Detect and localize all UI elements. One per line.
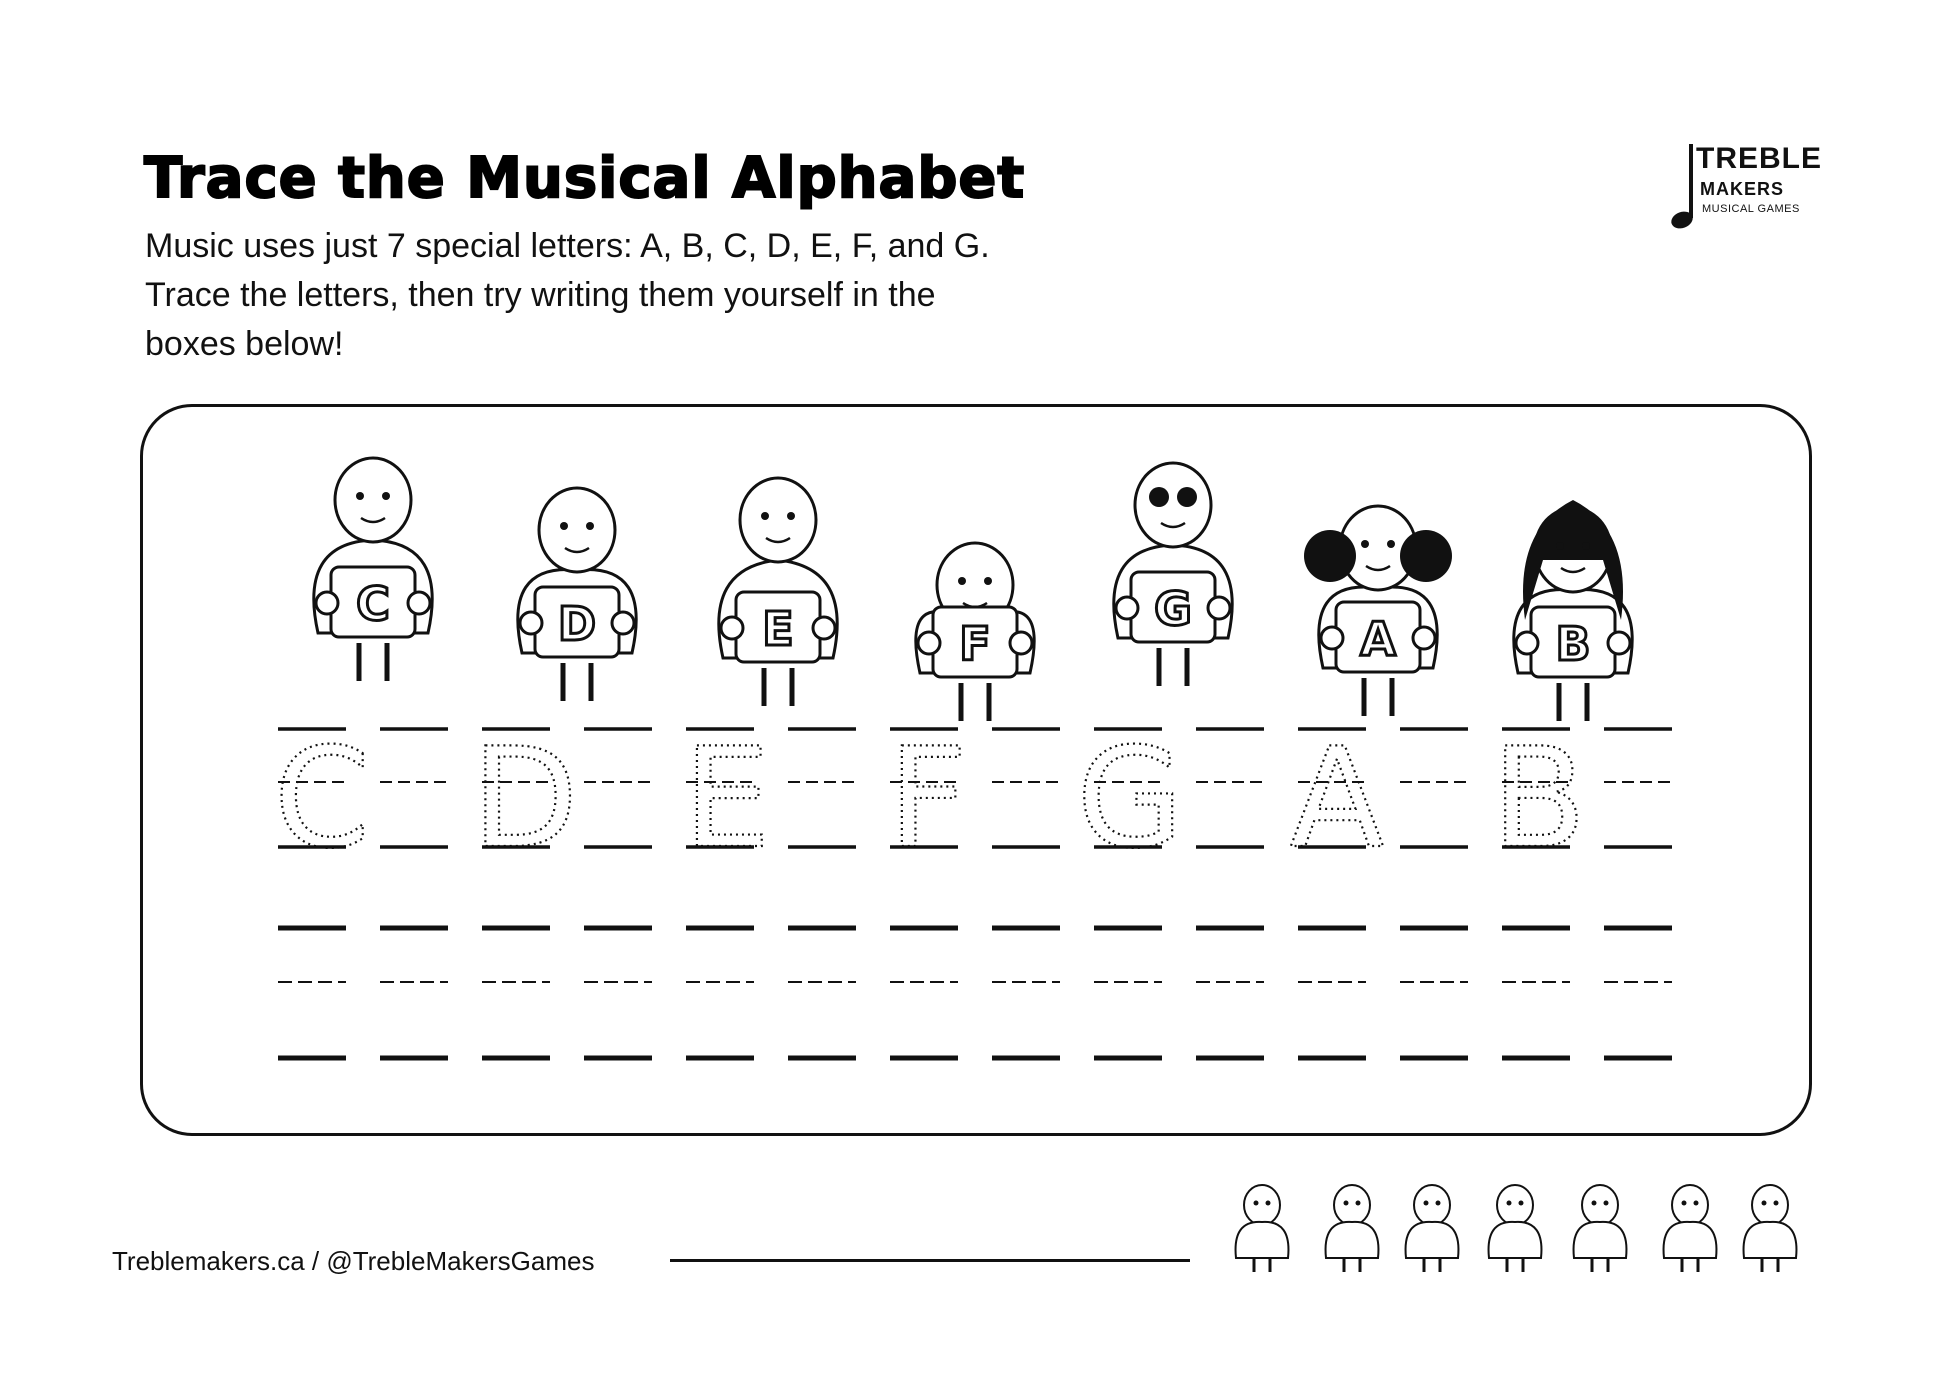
character-d-icon <box>518 488 636 701</box>
sign-letter-a: A <box>1360 612 1396 666</box>
footer-divider <box>670 1259 1190 1262</box>
instruction-line-3: boxes below! <box>145 325 344 363</box>
sign-letter-g: G <box>1154 582 1192 636</box>
instruction-line-2: Trace the letters, then try writing them yourself in the <box>145 276 936 314</box>
trace-letter-f: F <box>888 718 968 879</box>
logo-line-treble: TREBLE <box>1696 142 1822 175</box>
trace-letter-a: A <box>1289 718 1385 879</box>
page-title: Trace the Musical Alphabet <box>144 146 1026 211</box>
sign-letter-e: E <box>762 602 794 656</box>
trace-letter-c: C <box>273 718 371 879</box>
character-a-icon <box>1304 506 1452 716</box>
trace-letter-d: D <box>471 718 579 879</box>
mini-character-e-icon <box>1406 1185 1459 1272</box>
sign-letter-d: D <box>557 597 597 651</box>
sign-letter-b: B <box>1555 617 1591 671</box>
mini-character-f-icon <box>1489 1185 1542 1272</box>
character-g-icon <box>1114 463 1232 686</box>
trace-letter-b: B <box>1491 718 1587 879</box>
mini-character-a-icon <box>1664 1185 1717 1272</box>
mini-character-c-icon <box>1236 1185 1289 1272</box>
mini-character-b-icon <box>1744 1185 1797 1272</box>
logo-line-makers: MAKERS <box>1700 179 1785 199</box>
sign-letter-c: C <box>356 577 390 631</box>
logo-line-musical-games: MUSICAL GAMES <box>1702 203 1800 215</box>
trace-letter-g: G <box>1076 718 1184 879</box>
mini-character-d-icon <box>1326 1185 1379 1272</box>
trace-letter-e: E <box>683 718 771 879</box>
instruction-line-1: Music uses just 7 special letters: A, B, C, D, E, F, and G. <box>145 227 990 265</box>
character-f-icon <box>916 543 1034 721</box>
character-e-icon <box>719 478 837 706</box>
character-c-icon <box>314 458 432 681</box>
sign-letter-f: F <box>959 617 991 671</box>
mini-character-g-icon <box>1574 1185 1627 1272</box>
character-b-icon <box>1514 500 1632 721</box>
footer-credit: Treblemakers.ca / @TrebleMakersGames <box>112 1246 595 1276</box>
